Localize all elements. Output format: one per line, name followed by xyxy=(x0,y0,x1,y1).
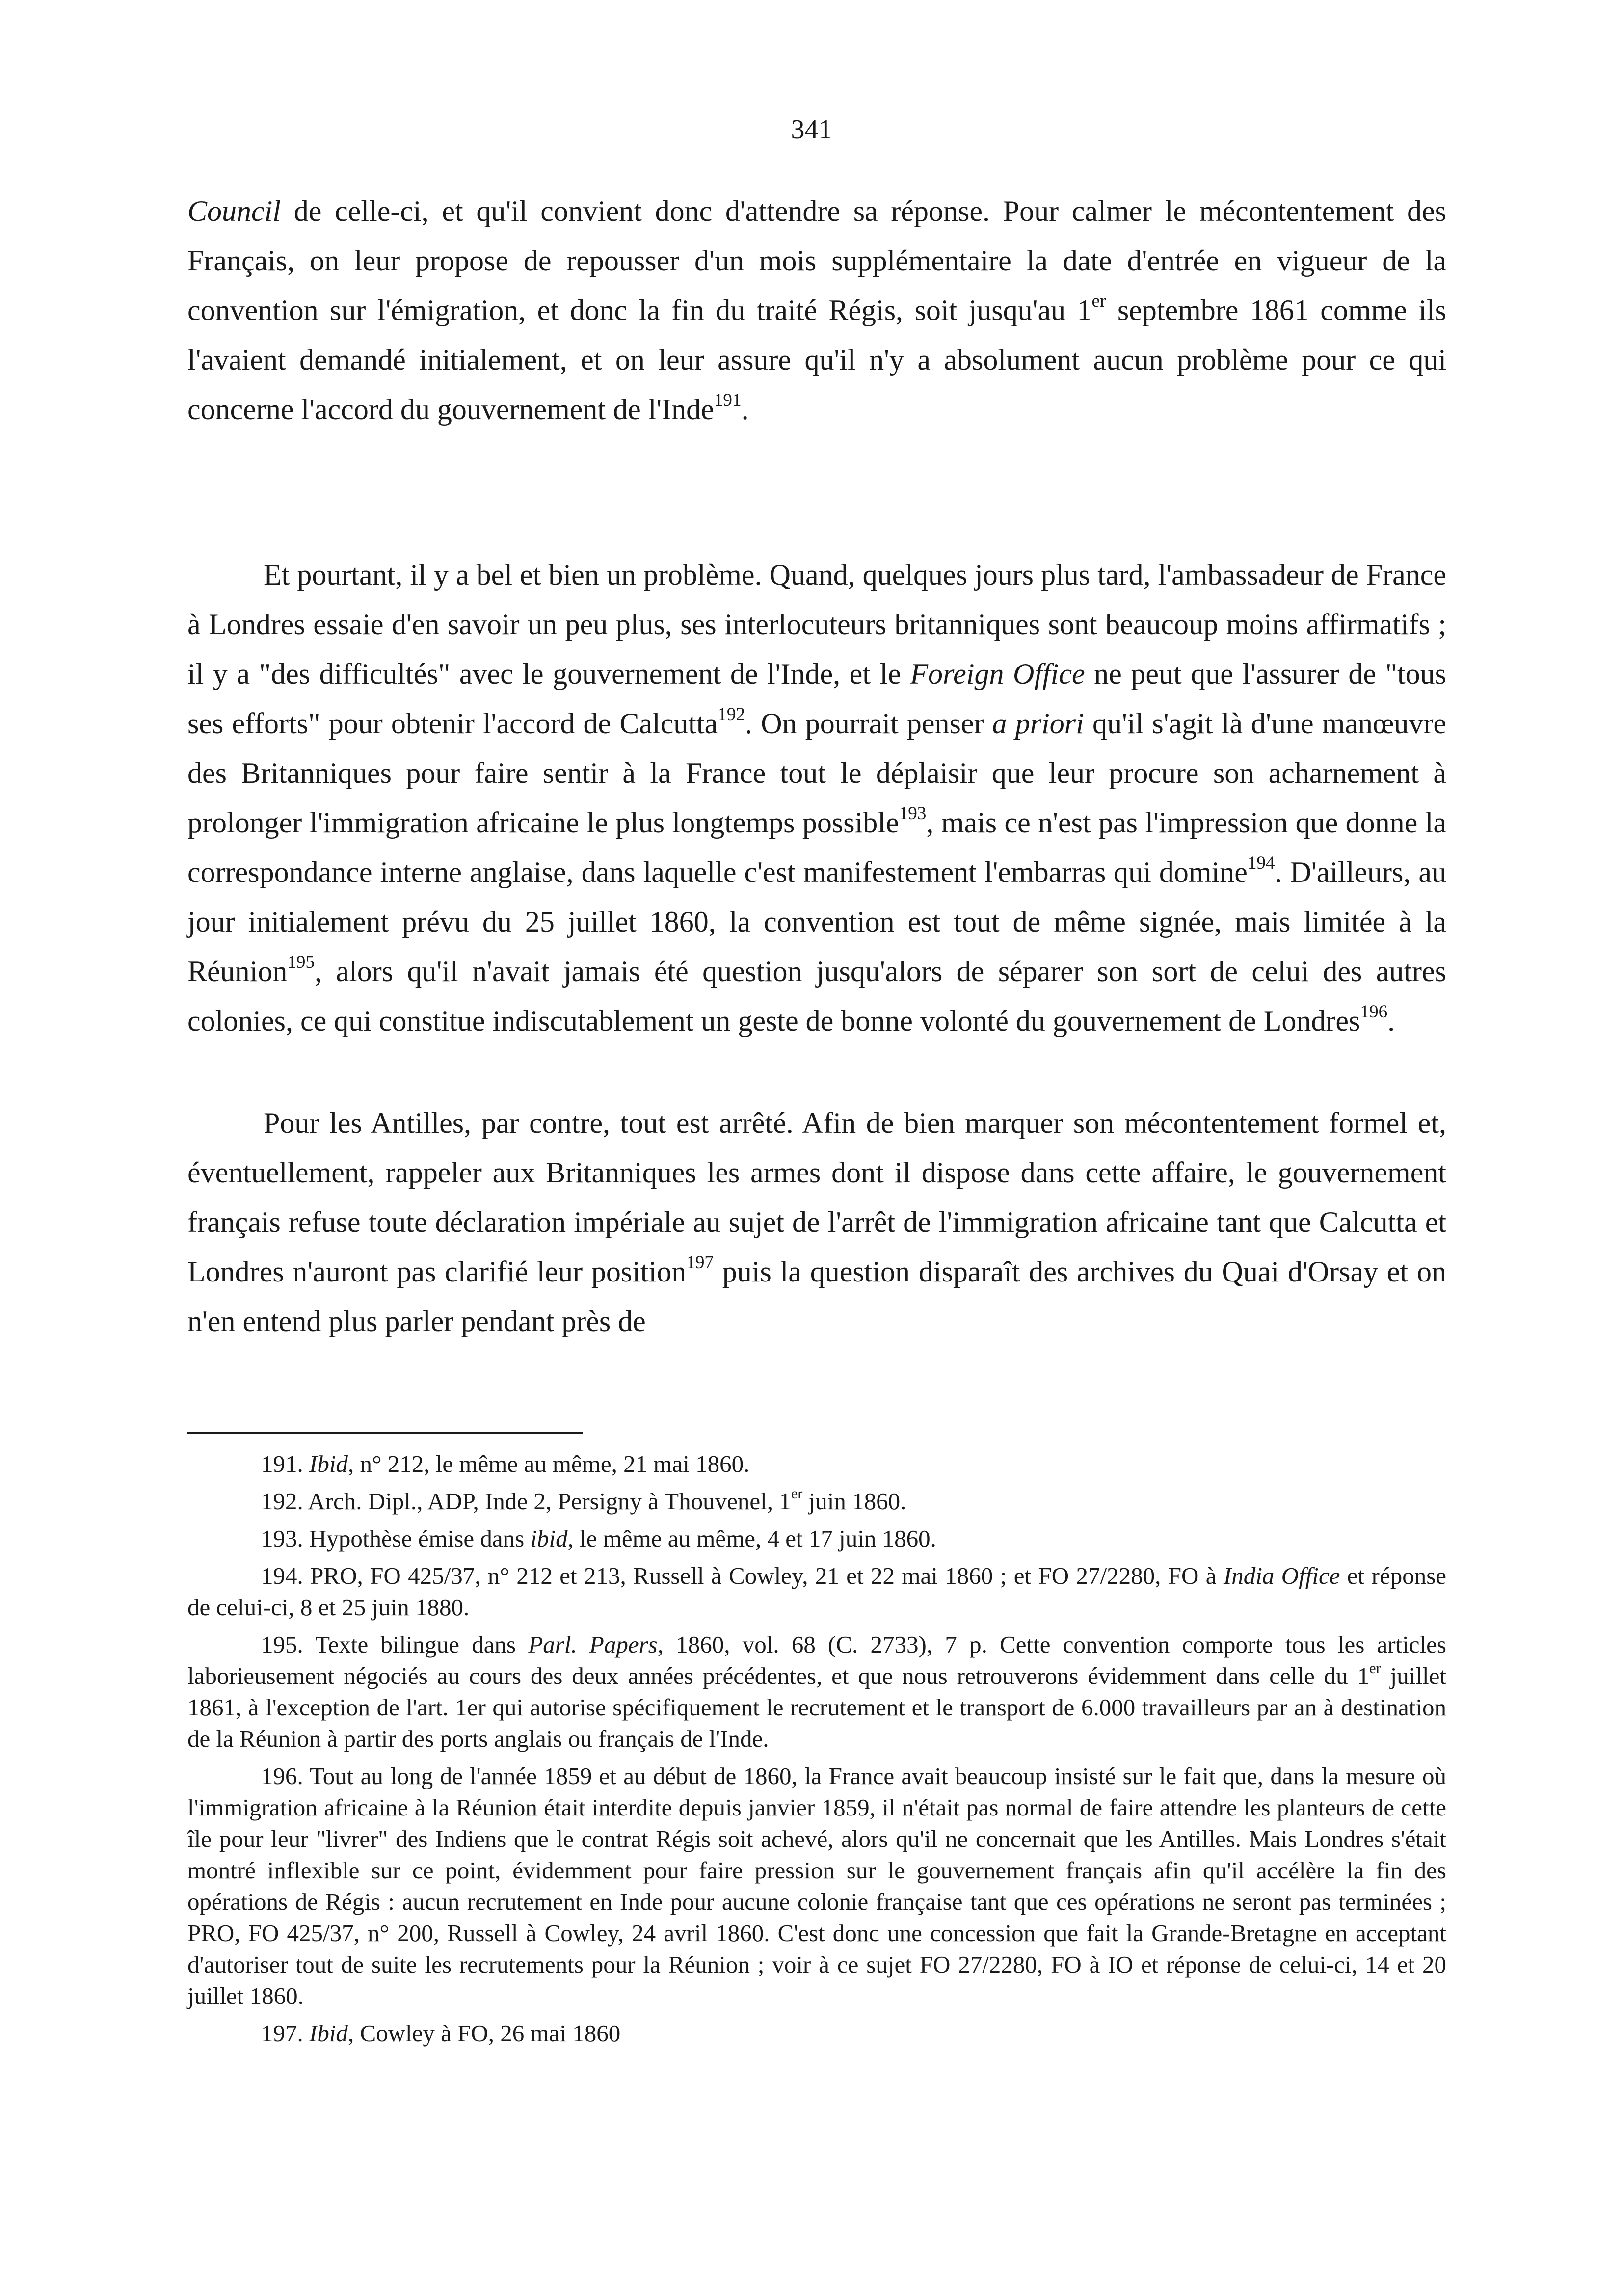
paragraph xyxy=(187,1098,1446,1346)
text-run: . xyxy=(741,393,749,426)
text-run: 197. xyxy=(261,2020,309,2047)
text-run: septembre 1861 comme ils l'avaient demandé initialement, et on leur assure qu'il n'y a absolument aucun problème pour ce qui concerne l'accord du gouvernement de l'Inde xyxy=(187,294,1446,426)
text-run: puis la question disparaît des archives du Quai d'Orsay et on n'en entend plus parler pendant près de xyxy=(187,1255,1446,1337)
footnote xyxy=(187,1448,1446,1480)
text-run: juin 1860. xyxy=(802,1488,906,1515)
text-run: , alors qu'il n'avait jamais été question jusqu'alors de séparer son sort de celui des autres colonies, ce qui constitue indiscutablement un geste de bonne volonté du gouvernement de Londres xyxy=(187,955,1446,1037)
footnote xyxy=(187,1560,1446,1623)
text-run: qu'il s'agit là d'une manœuvre des Britanniques pour faire sentir à la France tout le déplaisir que leur procure son acharnement à prolonger l'immigration africaine le plus longtemps possible xyxy=(187,707,1446,839)
superscript: er xyxy=(1091,291,1106,312)
text-run: juillet 1861, à l'exception de l'art. 1er qui autorise spécifiquement le recrutement et le transport de 6.000 travailleurs par an à destination de la Réunion à partir des ports anglais ou français de l'Inde. xyxy=(187,1662,1446,1752)
italic-text: India Office xyxy=(1223,1562,1340,1589)
footnote xyxy=(187,2018,1446,2049)
page-number: 341 xyxy=(791,114,832,145)
superscript: 194 xyxy=(1247,853,1275,874)
italic-text: Ibid xyxy=(309,2020,348,2047)
superscript: 195 xyxy=(287,952,315,973)
text-run: Et pourtant, il y a bel et bien un problème. Quand, quelques jours plus tard, l'ambassadeur de France à Londres essaie d'en savoir un peu plus, ses interlocuteurs britanniques sont beaucoup moins affirmatifs ; il y a "des difficultés" avec le gouvernement de l'Inde, et le xyxy=(187,559,1446,690)
text-run: 195. Texte bilingue dans xyxy=(261,1631,529,1658)
italic-text: a priori xyxy=(992,707,1084,740)
footnotes xyxy=(187,1448,1446,2049)
superscript: er xyxy=(1369,1660,1381,1677)
text-run: , le même au même, 4 et 17 juin 1860. xyxy=(567,1525,936,1552)
text-run: . xyxy=(1387,1005,1395,1037)
text-run: , n° 212, le même au même, 21 mai 1860. xyxy=(347,1450,750,1477)
text-run: de celle-ci, et qu'il convient donc d'attendre sa réponse. Pour calmer le mécontentement des Français, on leur propose de repousser d'un mois supplémentaire la date d'entrée en vigueur de la convention sur l'émigration, et donc la fin du traité Régis, soit jusqu'au 1 xyxy=(187,195,1446,326)
text-run: . D'ailleurs, au jour initialement prévu du 25 juillet 1860, la convention est tout de même signée, mais limitée à la Réunion xyxy=(187,856,1446,988)
text-run: 192. Arch. Dipl., ADP, Inde 2, Persigny à Thouvenel, 1 xyxy=(261,1488,791,1515)
superscript: 197 xyxy=(686,1253,714,1273)
text-run: 193. Hypothèse émise dans xyxy=(261,1525,531,1552)
footnote-separator xyxy=(187,1432,583,1434)
paragraph xyxy=(187,187,1446,434)
superscript: 192 xyxy=(718,704,745,725)
footnote xyxy=(187,1761,1446,2012)
italic-text: ibid xyxy=(530,1525,568,1552)
paragraph xyxy=(187,550,1446,1046)
superscript: 191 xyxy=(714,390,742,411)
footnote xyxy=(187,1629,1446,1755)
text-run: 196. Tout au long de l'année 1859 et au début de 1860, la France avait beaucoup insisté sur le fait que, dans la mesure où l'immigration africaine à la Réunion était interdite depuis janvier 1859, il n'était pas normal de faire attendre les planteurs de cette île pour leur "livrer" des Indiens que le contrat Régis soit achevé, alors qu'il ne concernait que les Antilles. Mais Londres s'était montré inflexible sur ce point, évidemment pour faire pression sur le gouvernement français afin qu'il accélère la fin des opérations de Régis : aucun recrutement en Inde pour aucune colonie française tant que ces opérations ne seront pas terminées ; PRO, FO 425/37, n° 200, Russell à Cowley, 24 avril 1860. C'est donc une concession que fait la Grande-Bretagne en acceptant d'autoriser tout de suite les recrutements pour la Réunion ; voir à ce sujet FO 27/2280, FO à IO et réponse de celui-ci, 14 et 20 juillet 1860. xyxy=(187,1762,1446,2009)
text-run: ne peut que l'assurer de "tous ses efforts" pour obtenir l'accord de Calcutta xyxy=(187,658,1447,740)
text-run: , Cowley à FO, 26 mai 1860 xyxy=(347,2020,621,2047)
superscript: er xyxy=(791,1485,803,1502)
italic-text: Ibid xyxy=(309,1450,348,1477)
text-run: et réponse de celui-ci, 8 et 25 juin 1880. xyxy=(187,1562,1447,1621)
italic-text: Foreign Office xyxy=(910,658,1085,690)
text-run: Pour les Antilles, par contre, tout est arrêté. Afin de bien marquer son mécontentement formel et, éventuellement, rappeler aux Britanniques les armes dont il dispose dans cette affaire, le gouvernement français refuse toute déclaration impériale au sujet de l'arrêt de l'immigration africaine tant que Calcutta et Londres n'auront pas clarifié leur position xyxy=(187,1107,1446,1288)
main-text xyxy=(187,187,1446,1346)
text-run: , 1860, vol. 68 (C. 2733), 7 p. Cette convention comporte tous les articles laborieusement négociés au cours des deux années précédentes, et que nous retrouverons évidemment dans celle du 1 xyxy=(187,1631,1446,1689)
text-run: 191. xyxy=(261,1450,309,1477)
text-run: 194. PRO, FO 425/37, n° 212 et 213, Russell à Cowley, 21 et 22 mai 1860 ; et FO 27/2280, FO à xyxy=(261,1562,1224,1589)
text-run: . On pourrait penser xyxy=(745,707,992,740)
text-run: , mais ce n'est pas l'impression que donne la correspondance interne anglaise, dans laquelle c'est manifestement l'embarras qui domine xyxy=(187,806,1447,888)
footnote xyxy=(187,1486,1446,1517)
superscript: 193 xyxy=(899,803,927,824)
footnote xyxy=(187,1523,1446,1554)
italic-text: Council xyxy=(187,195,281,227)
italic-text: Parl. Papers xyxy=(528,1631,658,1658)
superscript: 196 xyxy=(1360,1002,1388,1022)
